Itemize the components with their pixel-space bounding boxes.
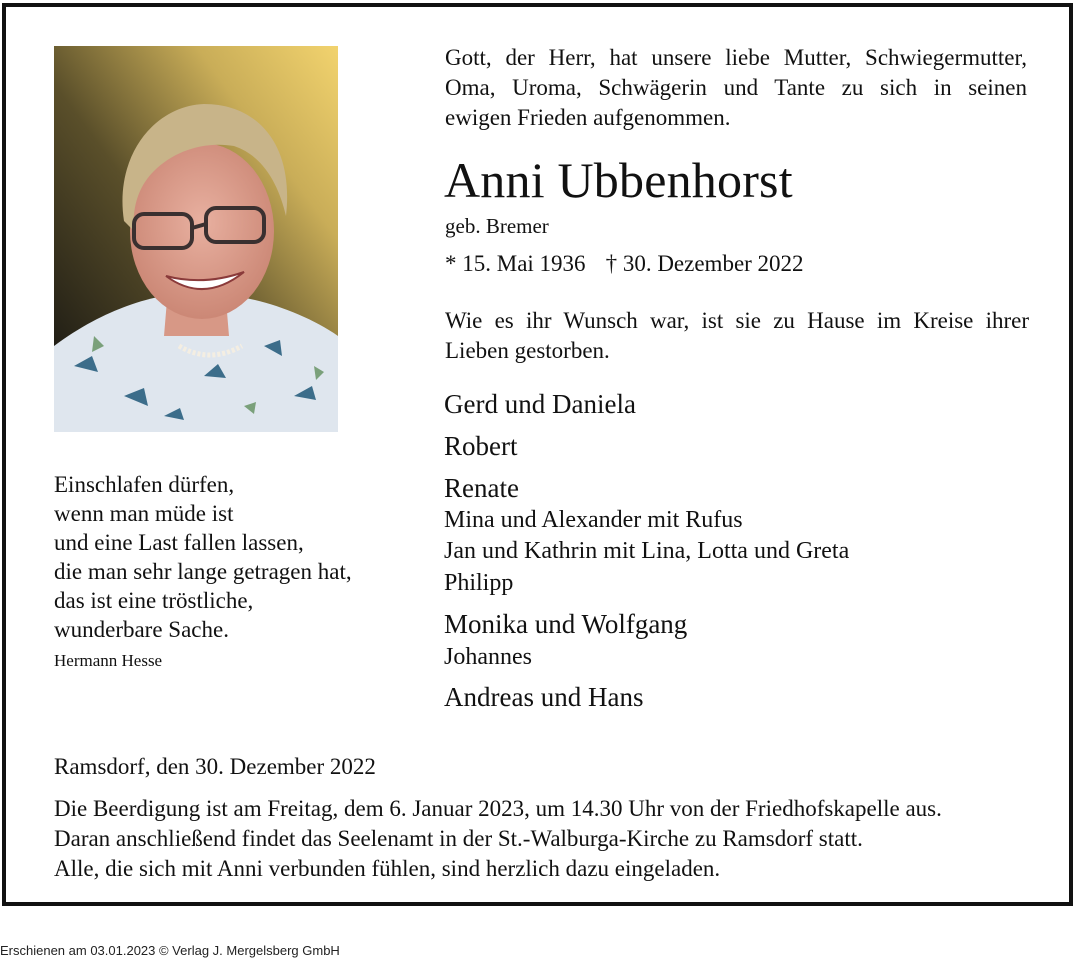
- place-date: Ramsdorf, den 30. Dezember 2022: [54, 754, 376, 779]
- publication-footer: Erschienen am 03.01.2023 © Verlag J. Mergelsberg GmbH: [0, 943, 340, 958]
- poem-line: Einschlafen dürfen,: [54, 472, 235, 497]
- maiden-name: geb. Bremer: [445, 214, 549, 238]
- portrait-photo: [54, 46, 338, 432]
- wish-line: Wie es ihr Wunsch war, ist sie zu Hause im Kreise ihrer: [445, 308, 1029, 333]
- family-entry: Andreas und Hans: [444, 682, 644, 712]
- family-entry: Monika und Wolfgang: [444, 609, 688, 639]
- family-entry: Philipp: [444, 570, 514, 596]
- death-date: † 30. Dezember 2022: [605, 251, 804, 276]
- birth-date: * 15. Mai 1936: [445, 251, 586, 276]
- family-entry: Robert: [444, 431, 518, 461]
- family-entry: Renate: [444, 473, 519, 503]
- family-entry: Mina und Alexander mit Rufus: [444, 507, 743, 533]
- funeral-notice: [54, 794, 1054, 884]
- wish-text: [445, 306, 1029, 366]
- deceased-name: Anni Ubbenhorst: [444, 152, 793, 208]
- intro-text: [445, 43, 1027, 133]
- poem-line: wenn man müde ist: [54, 501, 234, 526]
- intro-line: ewigen Frieden aufgenommen.: [445, 105, 731, 130]
- intro-line: Oma, Uroma, Schwägerin und Tante zu sich in seinen: [445, 75, 1027, 100]
- wish-line: Lieben gestorben.: [445, 338, 610, 363]
- funeral-line: Daran anschließend findet das Seelenamt in der St.-Walburga-Kirche zu Ramsdorf statt.: [54, 826, 863, 851]
- funeral-line: Die Beerdigung ist am Freitag, dem 6. Januar 2023, um 14.30 Uhr von der Friedhofskapelle aus.: [54, 796, 942, 821]
- poem: [54, 470, 352, 644]
- life-dates: [445, 250, 804, 278]
- family-entry: Gerd und Daniela: [444, 389, 636, 419]
- poem-line: das ist eine tröstliche,: [54, 588, 254, 613]
- family-entry: Johannes: [444, 644, 532, 670]
- family-entry: Jan und Kathrin mit Lina, Lotta und Greta: [444, 538, 850, 564]
- poem-line: die man sehr lange getragen hat,: [54, 559, 352, 584]
- poem-line: wunderbare Sache.: [54, 617, 229, 642]
- funeral-line: Alle, die sich mit Anni verbunden fühlen, sind herzlich dazu eingeladen.: [54, 856, 721, 881]
- poem-author: Hermann Hesse: [54, 651, 163, 670]
- intro-line: Gott, der Herr, hat unsere liebe Mutter, Schwiegermutter,: [445, 45, 1027, 70]
- poem-line: und eine Last fallen lassen,: [54, 530, 304, 555]
